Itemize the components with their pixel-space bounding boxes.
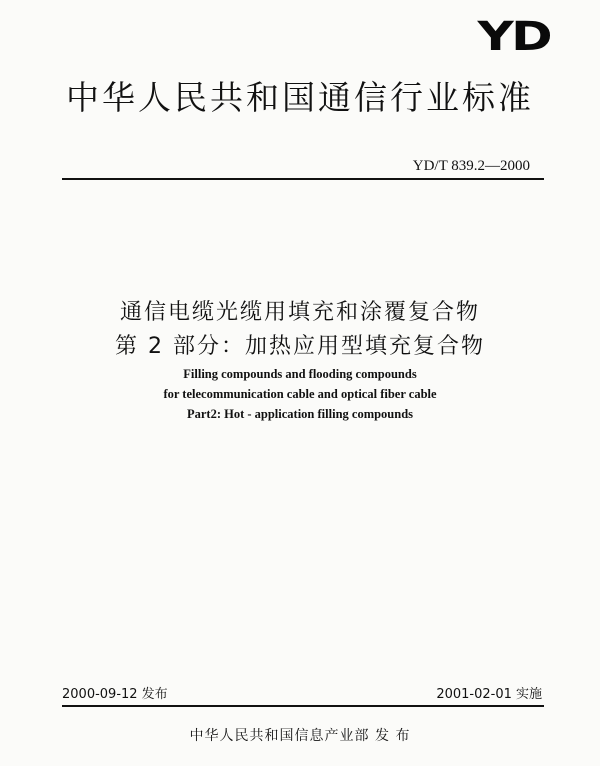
issuer: 中华人民共和国信息产业部 发 布	[189, 728, 411, 744]
english-title-line1: Filling compounds and flooding compounds	[183, 367, 417, 381]
standard-number: YD/T 839.2—2000	[412, 158, 530, 174]
implementation-date: 2001-02-01 实施	[436, 687, 542, 702]
logo: YD	[477, 14, 550, 60]
chinese-title-line2: 第 2 部分：加热应用型填充复合物	[115, 334, 485, 359]
english-title	[0, 364, 600, 424]
footer-rule	[62, 705, 544, 707]
standard-category: 中华人民共和国通信行业标准	[66, 78, 534, 117]
chinese-title	[0, 296, 600, 364]
chinese-title-line1: 通信电缆光缆用填充和涂覆复合物	[119, 300, 480, 325]
issue-date: 2000-09-12 发布	[62, 687, 168, 702]
header-rule	[62, 178, 544, 180]
english-title-line2: for telecommunication cable and optical fiber cable	[163, 387, 437, 401]
english-title-line3: Part2: Hot - application filling compounds	[186, 407, 414, 421]
